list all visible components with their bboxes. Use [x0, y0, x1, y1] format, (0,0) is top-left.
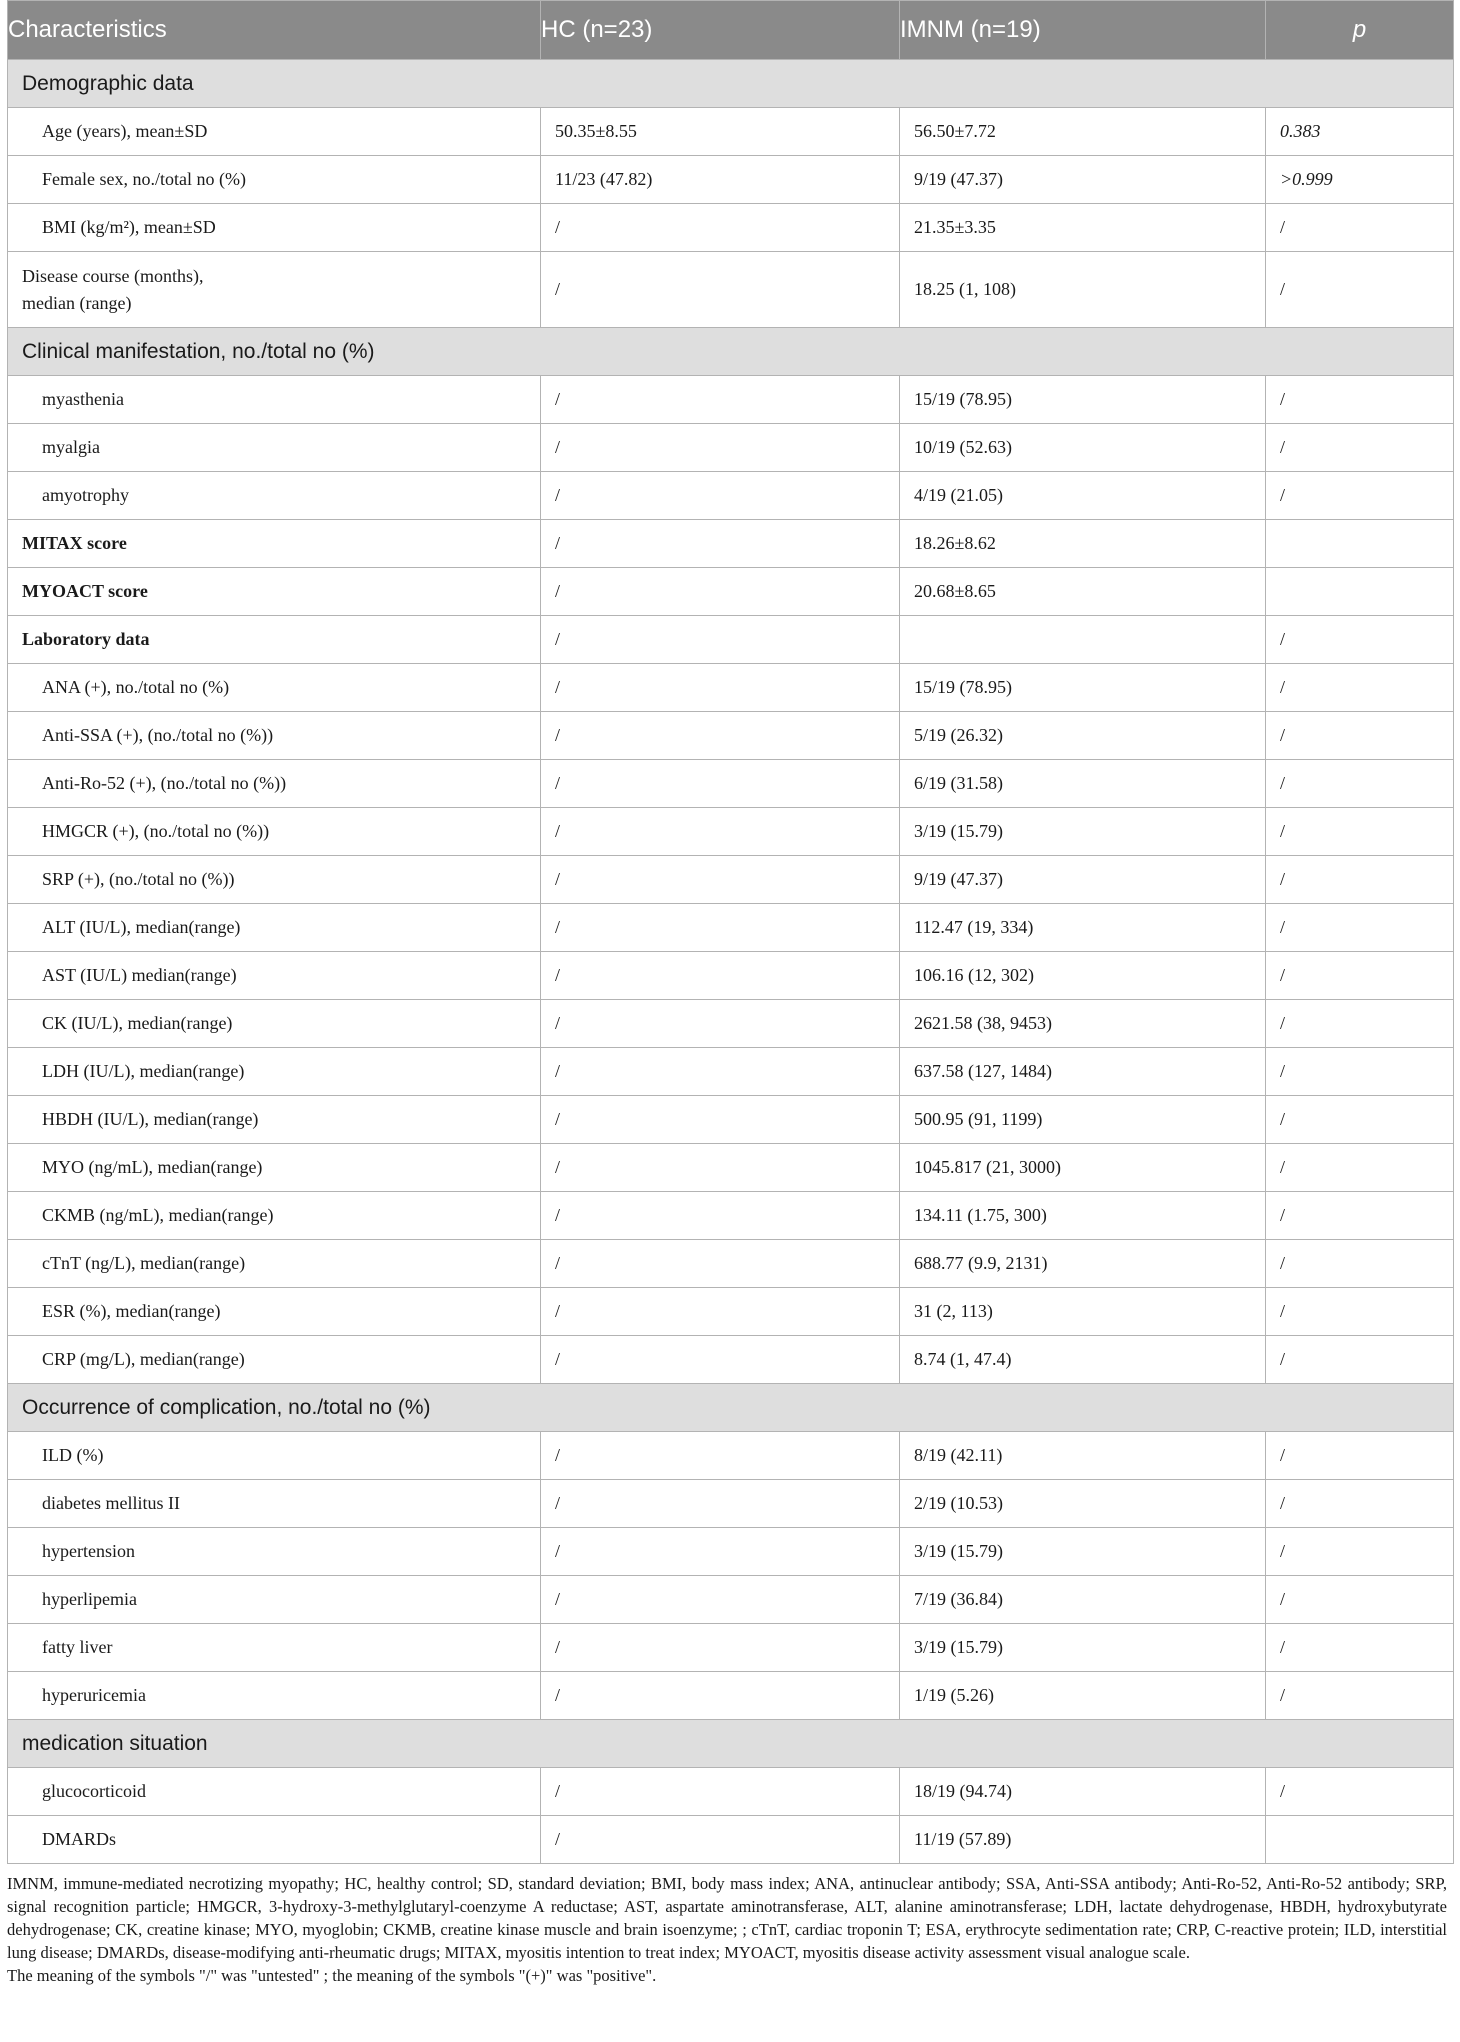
imnm-value: 3/19 (15.79)	[900, 808, 1266, 856]
row-label: MYOACT score	[8, 568, 541, 616]
row-label: myalgia	[8, 424, 541, 472]
row-label: MYO (ng/mL), median(range)	[8, 1144, 541, 1192]
imnm-value: 8.74 (1, 47.4)	[900, 1336, 1266, 1384]
p-value: /	[1266, 1432, 1454, 1480]
p-value: /	[1266, 1768, 1454, 1816]
table-row	[8, 1144, 1454, 1192]
section-demographic	[8, 60, 1454, 108]
row-label: AST (IU/L) median(range)	[8, 952, 541, 1000]
row-label: amyotrophy	[8, 472, 541, 520]
p-value: /	[1266, 712, 1454, 760]
characteristics-table	[7, 0, 1454, 1864]
imnm-value: 9/19 (47.37)	[900, 856, 1266, 904]
row-label: HMGCR (+), (no./total no (%))	[8, 808, 541, 856]
p-value: /	[1266, 1048, 1454, 1096]
table-row	[8, 856, 1454, 904]
imnm-value: 688.77 (9.9, 2131)	[900, 1240, 1266, 1288]
imnm-value: 18.25 (1, 108)	[900, 252, 1266, 328]
p-value: /	[1266, 1528, 1454, 1576]
row-label: hyperlipemia	[8, 1576, 541, 1624]
footnote-abbreviations: IMNM, immune-mediated necrotizing myopathy; HC, healthy control; SD, standard deviation; BMI, body mass index; ANA, antinuclear antibody; SSA, Anti-SSA antibody; Anti-Ro-52, Anti-Ro-52 antibody; SRP, signal recognition particle; HMGCR, 3-hydroxy-3-methylglutaryl-coenzyme A reductase; AST, aspartate aminotransferase, ALT, alanine aminotransferase; LDH, lactate dehydrogenase, HBDH, hydroxybutyrate dehydrogenase; CK, creatine kinase; MYO, myoglobin; CKMB, creatine kinase muscle and brain isoenzyme; ; cTnT, cardiac troponin T; ESA, erythrocyte sedimentation rate; CRP, C-reactive protein; ILD, interstitial lung disease; DMARDs, disease-modifying anti-rheumatic drugs; MITAX, myositis intention to treat index; MYOACT, myositis disease activity assessment visual analogue scale.	[7, 1874, 1447, 1962]
table-row	[8, 904, 1454, 952]
table-row	[8, 520, 1454, 568]
row-label: Anti-SSA (+), (no./total no (%))	[8, 712, 541, 760]
header-row	[8, 1, 1454, 60]
hc-value: /	[541, 472, 900, 520]
footnote-symbols: The meaning of the symbols "/" was "untested" ; the meaning of the symbols "(+)" was "positive".	[7, 1966, 657, 1985]
hc-value: /	[541, 1432, 900, 1480]
imnm-value: 2621.58 (38, 9453)	[900, 1000, 1266, 1048]
hc-value: /	[541, 376, 900, 424]
hc-value: /	[541, 1240, 900, 1288]
table-row	[8, 1000, 1454, 1048]
hc-value: /	[541, 1816, 900, 1864]
row-label: myasthenia	[8, 376, 541, 424]
table-row	[8, 616, 1454, 664]
table-row	[8, 424, 1454, 472]
imnm-value: 6/19 (31.58)	[900, 760, 1266, 808]
table-row	[8, 568, 1454, 616]
p-value: /	[1266, 1480, 1454, 1528]
document	[7, 0, 1453, 1987]
hc-value: /	[541, 1096, 900, 1144]
section-title: Clinical manifestation, no./total no (%)	[8, 328, 1454, 376]
table-row	[8, 1240, 1454, 1288]
hc-value: /	[541, 1624, 900, 1672]
table-row	[8, 1288, 1454, 1336]
imnm-value: 106.16 (12, 302)	[900, 952, 1266, 1000]
imnm-value: 56.50±7.72	[900, 108, 1266, 156]
p-value	[1266, 1816, 1454, 1864]
table-row	[8, 1576, 1454, 1624]
imnm-value: 31 (2, 113)	[900, 1288, 1266, 1336]
row-label: HBDH (IU/L), median(range)	[8, 1096, 541, 1144]
row-label: MITAX score	[8, 520, 541, 568]
p-value: /	[1266, 760, 1454, 808]
p-value: /	[1266, 1336, 1454, 1384]
imnm-value	[900, 616, 1266, 664]
p-value: /	[1266, 1576, 1454, 1624]
imnm-value: 20.68±8.65	[900, 568, 1266, 616]
imnm-value: 7/19 (36.84)	[900, 1576, 1266, 1624]
row-label: glucocorticoid	[8, 1768, 541, 1816]
row-label: ILD (%)	[8, 1432, 541, 1480]
table-row	[8, 760, 1454, 808]
hc-value: /	[541, 616, 900, 664]
p-value: /	[1266, 1672, 1454, 1720]
hc-value: /	[541, 1480, 900, 1528]
row-label: Age (years), mean±SD	[8, 108, 541, 156]
imnm-value: 1/19 (5.26)	[900, 1672, 1266, 1720]
hc-value: /	[541, 664, 900, 712]
table-row	[8, 1048, 1454, 1096]
hc-value: /	[541, 1144, 900, 1192]
p-value: /	[1266, 252, 1454, 328]
imnm-value: 1045.817 (21, 3000)	[900, 1144, 1266, 1192]
p-value: /	[1266, 1192, 1454, 1240]
imnm-value: 18/19 (94.74)	[900, 1768, 1266, 1816]
table-row	[8, 1192, 1454, 1240]
imnm-value: 3/19 (15.79)	[900, 1624, 1266, 1672]
header-p: p	[1266, 1, 1454, 60]
table-row	[8, 664, 1454, 712]
hc-value: /	[541, 424, 900, 472]
row-label: fatty liver	[8, 1624, 541, 1672]
hc-value: /	[541, 1672, 900, 1720]
section-complication	[8, 1384, 1454, 1432]
p-value: /	[1266, 664, 1454, 712]
p-value: /	[1266, 904, 1454, 952]
section-medication	[8, 1720, 1454, 1768]
header-characteristics: Characteristics	[8, 1, 541, 60]
table-row	[8, 1096, 1454, 1144]
p-value	[1266, 568, 1454, 616]
hc-value: /	[541, 1192, 900, 1240]
table-row	[8, 108, 1454, 156]
p-value: /	[1266, 472, 1454, 520]
hc-value: /	[541, 856, 900, 904]
p-value: /	[1266, 952, 1454, 1000]
p-value: /	[1266, 1624, 1454, 1672]
hc-value: /	[541, 568, 900, 616]
hc-value: /	[541, 204, 900, 252]
table-row	[8, 1672, 1454, 1720]
hc-value: /	[541, 1336, 900, 1384]
p-value: /	[1266, 376, 1454, 424]
p-value: /	[1266, 616, 1454, 664]
imnm-value: 112.47 (19, 334)	[900, 904, 1266, 952]
section-title: Occurrence of complication, no./total no (%)	[8, 1384, 1454, 1432]
imnm-value: 21.35±3.35	[900, 204, 1266, 252]
p-value: /	[1266, 1288, 1454, 1336]
imnm-value: 11/19 (57.89)	[900, 1816, 1266, 1864]
header-hc: HC (n=23)	[541, 1, 900, 60]
table-row	[8, 376, 1454, 424]
p-value: /	[1266, 424, 1454, 472]
imnm-value: 2/19 (10.53)	[900, 1480, 1266, 1528]
hc-value: /	[541, 952, 900, 1000]
hc-value: /	[541, 1528, 900, 1576]
p-value: /	[1266, 1240, 1454, 1288]
imnm-value: 15/19 (78.95)	[900, 664, 1266, 712]
row-label: CKMB (ng/mL), median(range)	[8, 1192, 541, 1240]
imnm-value: 134.11 (1.75, 300)	[900, 1192, 1266, 1240]
header-imnm: IMNM (n=19)	[900, 1, 1266, 60]
table-row	[8, 1528, 1454, 1576]
table-row	[8, 808, 1454, 856]
p-value: /	[1266, 204, 1454, 252]
imnm-value: 8/19 (42.11)	[900, 1432, 1266, 1480]
row-label: CRP (mg/L), median(range)	[8, 1336, 541, 1384]
table-row	[8, 712, 1454, 760]
row-label	[8, 252, 541, 328]
table-footnote	[7, 1872, 1453, 1987]
row-label: hypertension	[8, 1528, 541, 1576]
row-label: BMI (kg/m²), mean±SD	[8, 204, 541, 252]
hc-value: /	[541, 1000, 900, 1048]
row-label: ANA (+), no./total no (%)	[8, 664, 541, 712]
imnm-value: 18.26±8.62	[900, 520, 1266, 568]
p-value: /	[1266, 1144, 1454, 1192]
table-row	[8, 156, 1454, 204]
row-label: Anti-Ro-52 (+), (no./total no (%))	[8, 760, 541, 808]
hc-value: /	[541, 1048, 900, 1096]
table-row	[8, 1336, 1454, 1384]
table-row	[8, 1480, 1454, 1528]
p-value	[1266, 520, 1454, 568]
p-value: /	[1266, 808, 1454, 856]
row-label: Laboratory data	[8, 616, 541, 664]
table-row	[8, 1768, 1454, 1816]
row-label: ESR (%), median(range)	[8, 1288, 541, 1336]
table-row	[8, 252, 1454, 328]
row-label-line: median (range)	[22, 292, 132, 313]
table-row	[8, 472, 1454, 520]
imnm-value: 500.95 (91, 1199)	[900, 1096, 1266, 1144]
section-title: Demographic data	[8, 60, 1454, 108]
hc-value: /	[541, 1768, 900, 1816]
imnm-value: 10/19 (52.63)	[900, 424, 1266, 472]
imnm-value: 637.58 (127, 1484)	[900, 1048, 1266, 1096]
imnm-value: 9/19 (47.37)	[900, 156, 1266, 204]
imnm-value: 3/19 (15.79)	[900, 1528, 1266, 1576]
hc-value: /	[541, 252, 900, 328]
hc-value: /	[541, 1288, 900, 1336]
row-label-line: Disease course (months),	[22, 265, 204, 286]
table-row	[8, 1624, 1454, 1672]
imnm-value: 15/19 (78.95)	[900, 376, 1266, 424]
hc-value: 50.35±8.55	[541, 108, 900, 156]
hc-value: /	[541, 1576, 900, 1624]
imnm-value: 4/19 (21.05)	[900, 472, 1266, 520]
row-label: CK (IU/L), median(range)	[8, 1000, 541, 1048]
row-label: diabetes mellitus II	[8, 1480, 541, 1528]
p-value: /	[1266, 1096, 1454, 1144]
table-row	[8, 204, 1454, 252]
row-label: Female sex, no./total no (%)	[8, 156, 541, 204]
section-clinical	[8, 328, 1454, 376]
table-row	[8, 1816, 1454, 1864]
hc-value: /	[541, 904, 900, 952]
hc-value: /	[541, 712, 900, 760]
hc-value: /	[541, 760, 900, 808]
row-label: SRP (+), (no./total no (%))	[8, 856, 541, 904]
row-label: ALT (IU/L), median(range)	[8, 904, 541, 952]
row-label: hyperuricemia	[8, 1672, 541, 1720]
row-label: LDH (IU/L), median(range)	[8, 1048, 541, 1096]
section-title: medication situation	[8, 1720, 1454, 1768]
p-value: /	[1266, 856, 1454, 904]
table-row	[8, 1432, 1454, 1480]
row-label: DMARDs	[8, 1816, 541, 1864]
hc-value: /	[541, 808, 900, 856]
hc-value: 11/23 (47.82)	[541, 156, 900, 204]
p-value: /	[1266, 1000, 1454, 1048]
p-value: 0.383	[1266, 108, 1454, 156]
row-label: cTnT (ng/L), median(range)	[8, 1240, 541, 1288]
p-value: >0.999	[1266, 156, 1454, 204]
hc-value: /	[541, 520, 900, 568]
table-row	[8, 952, 1454, 1000]
imnm-value: 5/19 (26.32)	[900, 712, 1266, 760]
